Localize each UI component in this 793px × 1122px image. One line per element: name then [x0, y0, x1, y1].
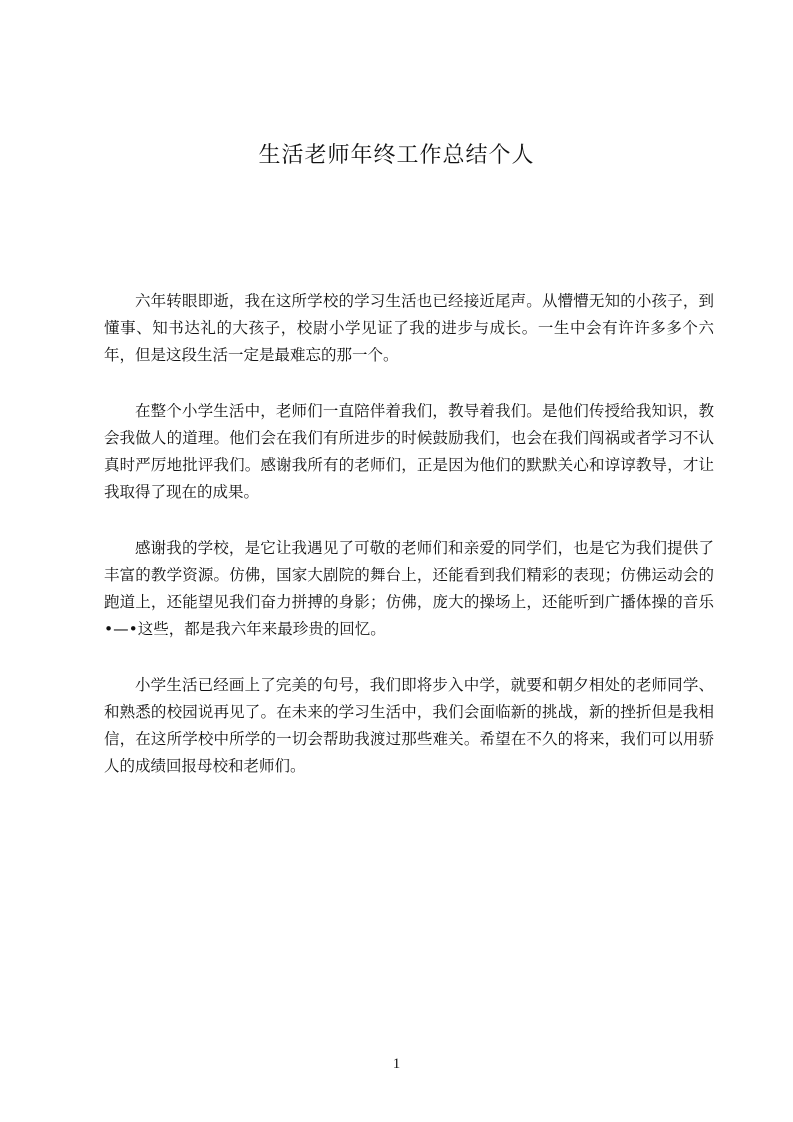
paragraph-4: 小学生活已经画上了完美的句号，我们即将步入中学，就要和朝夕相处的老师同学、和熟悉的校园说再见了。在未来的学习生活中，我们会面临新的挑战，新的挫折但是我相信，在这所学校中所学的一切会帮助我渡过那些难关。希望在不久的将来，我们可以用骄人的成绩回报母校和老师们。	[104, 676, 714, 775]
paragraph-2: 在整个小学生活中，老师们一直陪伴着我们，教导着我们。是他们传授给我知识，教会我做人的道理。他们会在我们有所进步的时候鼓励我们，也会在我们闯祸或者学习不认真时严厉地批评我们。感谢我所有的老师们，正是因为他们的默默关心和谆谆教导，才让我取得了现在的成果。	[104, 402, 714, 501]
page-number: 1	[392, 1056, 401, 1072]
document-title: 生活老师年终工作总结个人	[258, 143, 535, 168]
document-body	[104, 288, 714, 809]
paragraph-3: 感谢我的学校，是它让我遇见了可敬的老师们和亲爱的同学们，也是它为我们提供了丰富的教学资源。仿佛，国家大剧院的舞台上，还能看到我们精彩的表现；仿佛运动会的跑道上，还能望见我们奋力拼搏的身影；仿佛，庞大的操场上，还能听到广播体操的音乐•—•这些，都是我六年来最珍贵的回忆。	[104, 539, 714, 638]
paragraph-1: 六年转眼即逝，我在这所学校的学习生活也已经接近尾声。从懵懵无知的小孩子，到懂事、知书达礼的大孩子，校尉小学见证了我的进步与成长。一生中会有许许多多个六年，但是这段生活一定是最难忘的那一个。	[104, 292, 714, 364]
